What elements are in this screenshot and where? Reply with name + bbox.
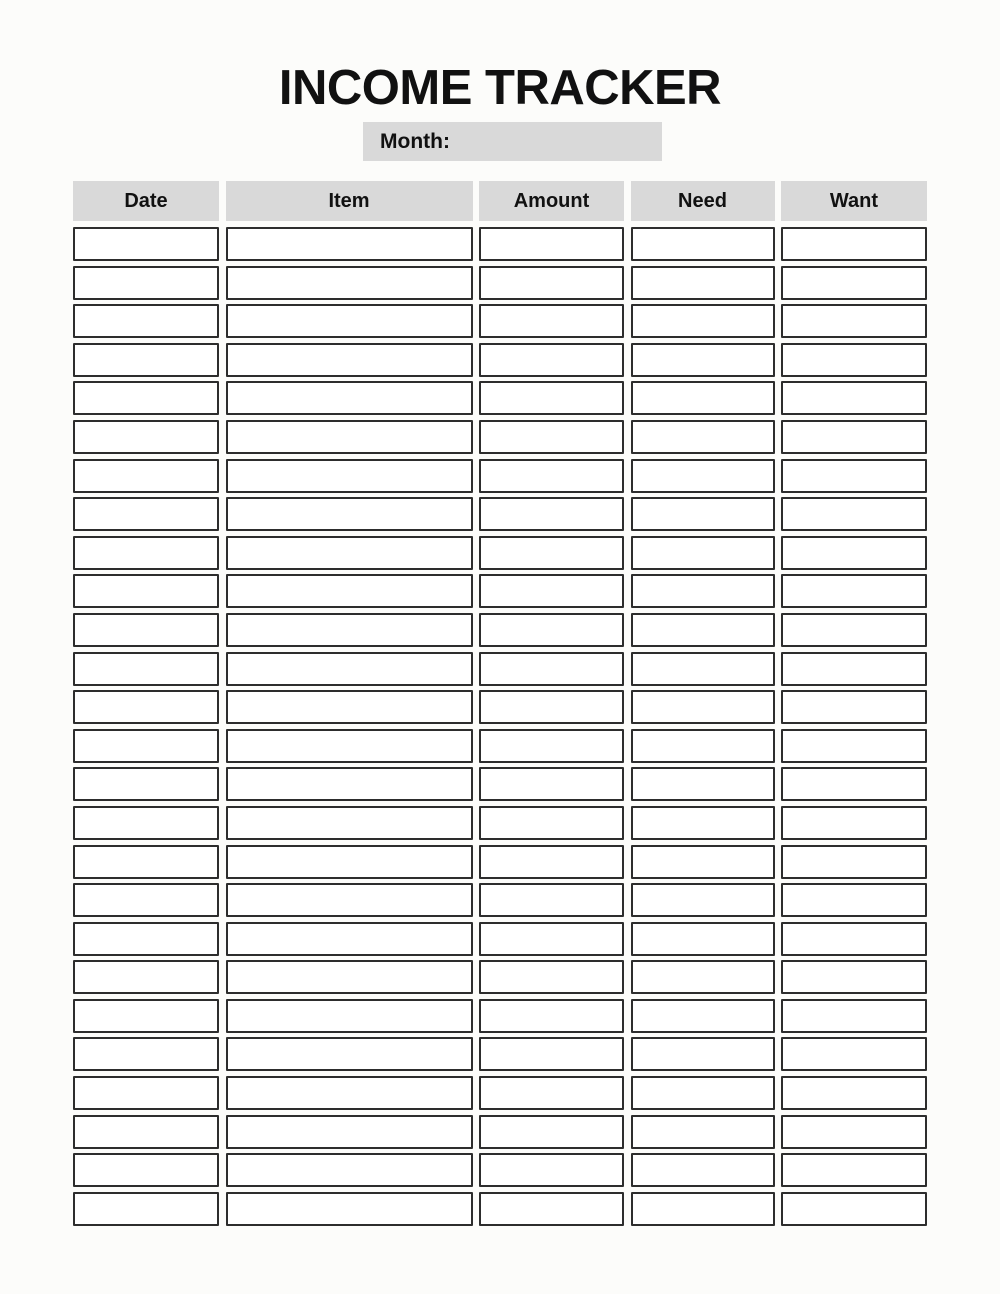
column-header-date: Date (73, 181, 219, 221)
cell-amount[interactable] (479, 652, 624, 686)
cell-date[interactable] (73, 767, 219, 801)
cell-item[interactable] (226, 1115, 473, 1149)
cell-item[interactable] (226, 536, 473, 570)
cell-item[interactable] (226, 459, 473, 493)
cell-item[interactable] (226, 960, 473, 994)
table-row (73, 459, 927, 493)
cell-date[interactable] (73, 304, 219, 338)
table-row (73, 845, 927, 879)
cell-need[interactable] (631, 1037, 775, 1071)
cell-date[interactable] (73, 1115, 219, 1149)
cell-need[interactable] (631, 845, 775, 879)
cell-date[interactable] (73, 845, 219, 879)
table-row (73, 497, 927, 531)
cell-want[interactable] (781, 729, 927, 763)
cell-need[interactable] (631, 883, 775, 917)
cell-need[interactable] (631, 497, 775, 531)
cell-want[interactable] (781, 1153, 927, 1187)
table-row (73, 729, 927, 763)
cell-amount[interactable] (479, 883, 624, 917)
cell-date[interactable] (73, 960, 219, 994)
cell-need[interactable] (631, 420, 775, 454)
cell-want[interactable] (781, 999, 927, 1033)
cell-date[interactable] (73, 1153, 219, 1187)
cell-want[interactable] (781, 536, 927, 570)
table-row (73, 227, 927, 261)
cell-date[interactable] (73, 343, 219, 377)
cell-need[interactable] (631, 381, 775, 415)
table-row (73, 1037, 927, 1071)
cell-amount[interactable] (479, 420, 624, 454)
cell-date[interactable] (73, 227, 219, 261)
cell-date[interactable] (73, 922, 219, 956)
cell-amount[interactable] (479, 459, 624, 493)
cell-need[interactable] (631, 652, 775, 686)
cell-date[interactable] (73, 729, 219, 763)
table-row (73, 767, 927, 801)
income-tracker-page (0, 61, 1000, 1294)
cell-want[interactable] (781, 960, 927, 994)
cell-need[interactable] (631, 459, 775, 493)
cell-date[interactable] (73, 420, 219, 454)
cell-need[interactable] (631, 729, 775, 763)
cell-want[interactable] (781, 613, 927, 647)
table-row (73, 1076, 927, 1110)
cell-need[interactable] (631, 960, 775, 994)
cell-amount[interactable] (479, 574, 624, 608)
cell-want[interactable] (781, 1076, 927, 1110)
cell-need[interactable] (631, 613, 775, 647)
cell-item[interactable] (226, 227, 473, 261)
cell-amount[interactable] (479, 960, 624, 994)
cell-date[interactable] (73, 536, 219, 570)
cell-want[interactable] (781, 1192, 927, 1226)
cell-want[interactable] (781, 459, 927, 493)
table-row (73, 652, 927, 686)
income-table (73, 181, 927, 1226)
table-row (73, 1192, 927, 1226)
cell-need[interactable] (631, 690, 775, 724)
cell-amount[interactable] (479, 497, 624, 531)
table-row (73, 922, 927, 956)
cell-need[interactable] (631, 1115, 775, 1149)
cell-date[interactable] (73, 690, 219, 724)
cell-want[interactable] (781, 883, 927, 917)
cell-item[interactable] (226, 343, 473, 377)
cell-want[interactable] (781, 652, 927, 686)
cell-want[interactable] (781, 343, 927, 377)
cell-want[interactable] (781, 381, 927, 415)
cell-item[interactable] (226, 883, 473, 917)
cell-amount[interactable] (479, 343, 624, 377)
cell-want[interactable] (781, 767, 927, 801)
cell-amount[interactable] (479, 845, 624, 879)
cell-amount[interactable] (479, 381, 624, 415)
cell-want[interactable] (781, 690, 927, 724)
cell-need[interactable] (631, 536, 775, 570)
cell-want[interactable] (781, 497, 927, 531)
month-box (363, 122, 662, 161)
table-row (73, 343, 927, 377)
cell-amount[interactable] (479, 1076, 624, 1110)
cell-date[interactable] (73, 613, 219, 647)
column-header-item: Item (226, 181, 473, 221)
table-row (73, 690, 927, 724)
cell-date[interactable] (73, 497, 219, 531)
cell-want[interactable] (781, 227, 927, 261)
cell-date[interactable] (73, 1037, 219, 1071)
cell-date[interactable] (73, 381, 219, 415)
cell-item[interactable] (226, 266, 473, 300)
cell-amount[interactable] (479, 266, 624, 300)
cell-item[interactable] (226, 1153, 473, 1187)
cell-date[interactable] (73, 266, 219, 300)
cell-item[interactable] (226, 806, 473, 840)
cell-amount[interactable] (479, 1153, 624, 1187)
table-body (73, 227, 927, 1226)
column-header-want: Want (781, 181, 927, 221)
table-row (73, 883, 927, 917)
cell-need[interactable] (631, 1192, 775, 1226)
cell-need[interactable] (631, 1153, 775, 1187)
cell-need[interactable] (631, 999, 775, 1033)
cell-amount[interactable] (479, 227, 624, 261)
table-row (73, 536, 927, 570)
cell-want[interactable] (781, 574, 927, 608)
table-row (73, 420, 927, 454)
cell-item[interactable] (226, 304, 473, 338)
table-row (73, 304, 927, 338)
cell-want[interactable] (781, 806, 927, 840)
cell-date[interactable] (73, 883, 219, 917)
cell-amount[interactable] (479, 806, 624, 840)
cell-item[interactable] (226, 767, 473, 801)
table-row (73, 381, 927, 415)
cell-need[interactable] (631, 922, 775, 956)
cell-item[interactable] (226, 845, 473, 879)
cell-want[interactable] (781, 266, 927, 300)
cell-item[interactable] (226, 1037, 473, 1071)
table-row (73, 613, 927, 647)
cell-date[interactable] (73, 652, 219, 686)
cell-want[interactable] (781, 845, 927, 879)
column-header-amount: Amount (479, 181, 624, 221)
page-title: INCOME TRACKER (278, 61, 722, 115)
table-row (73, 1115, 927, 1149)
table-row (73, 960, 927, 994)
cell-amount[interactable] (479, 304, 624, 338)
cell-item[interactable] (226, 1076, 473, 1110)
month-value-field[interactable] (458, 122, 662, 161)
cell-amount[interactable] (479, 767, 624, 801)
cell-need[interactable] (631, 1076, 775, 1110)
cell-amount[interactable] (479, 1192, 624, 1226)
cell-item[interactable] (226, 613, 473, 647)
cell-need[interactable] (631, 266, 775, 300)
cell-amount[interactable] (479, 1037, 624, 1071)
cell-need[interactable] (631, 767, 775, 801)
table-header-row (73, 181, 927, 221)
cell-item[interactable] (226, 652, 473, 686)
cell-want[interactable] (781, 420, 927, 454)
cell-item[interactable] (226, 497, 473, 531)
cell-item[interactable] (226, 729, 473, 763)
cell-amount[interactable] (479, 922, 624, 956)
cell-item[interactable] (226, 381, 473, 415)
cell-item[interactable] (226, 690, 473, 724)
cell-amount[interactable] (479, 536, 624, 570)
cell-date[interactable] (73, 574, 219, 608)
cell-want[interactable] (781, 304, 927, 338)
cell-need[interactable] (631, 574, 775, 608)
table-row (73, 574, 927, 608)
cell-item[interactable] (226, 999, 473, 1033)
cell-item[interactable] (226, 574, 473, 608)
table-row (73, 999, 927, 1033)
cell-date[interactable] (73, 806, 219, 840)
cell-want[interactable] (781, 922, 927, 956)
cell-amount[interactable] (479, 729, 624, 763)
cell-amount[interactable] (479, 690, 624, 724)
cell-item[interactable] (226, 1192, 473, 1226)
cell-want[interactable] (781, 1115, 927, 1149)
table-row (73, 806, 927, 840)
cell-need[interactable] (631, 806, 775, 840)
table-row (73, 266, 927, 300)
cell-date[interactable] (73, 999, 219, 1033)
cell-need[interactable] (631, 227, 775, 261)
column-header-need: Need (631, 181, 775, 221)
cell-amount[interactable] (479, 613, 624, 647)
cell-date[interactable] (73, 459, 219, 493)
month-label: Month: (380, 129, 450, 153)
cell-item[interactable] (226, 420, 473, 454)
cell-need[interactable] (631, 343, 775, 377)
cell-date[interactable] (73, 1076, 219, 1110)
table-row (73, 1153, 927, 1187)
cell-amount[interactable] (479, 1115, 624, 1149)
cell-date[interactable] (73, 1192, 219, 1226)
cell-item[interactable] (226, 922, 473, 956)
cell-amount[interactable] (479, 999, 624, 1033)
cell-need[interactable] (631, 304, 775, 338)
cell-want[interactable] (781, 1037, 927, 1071)
